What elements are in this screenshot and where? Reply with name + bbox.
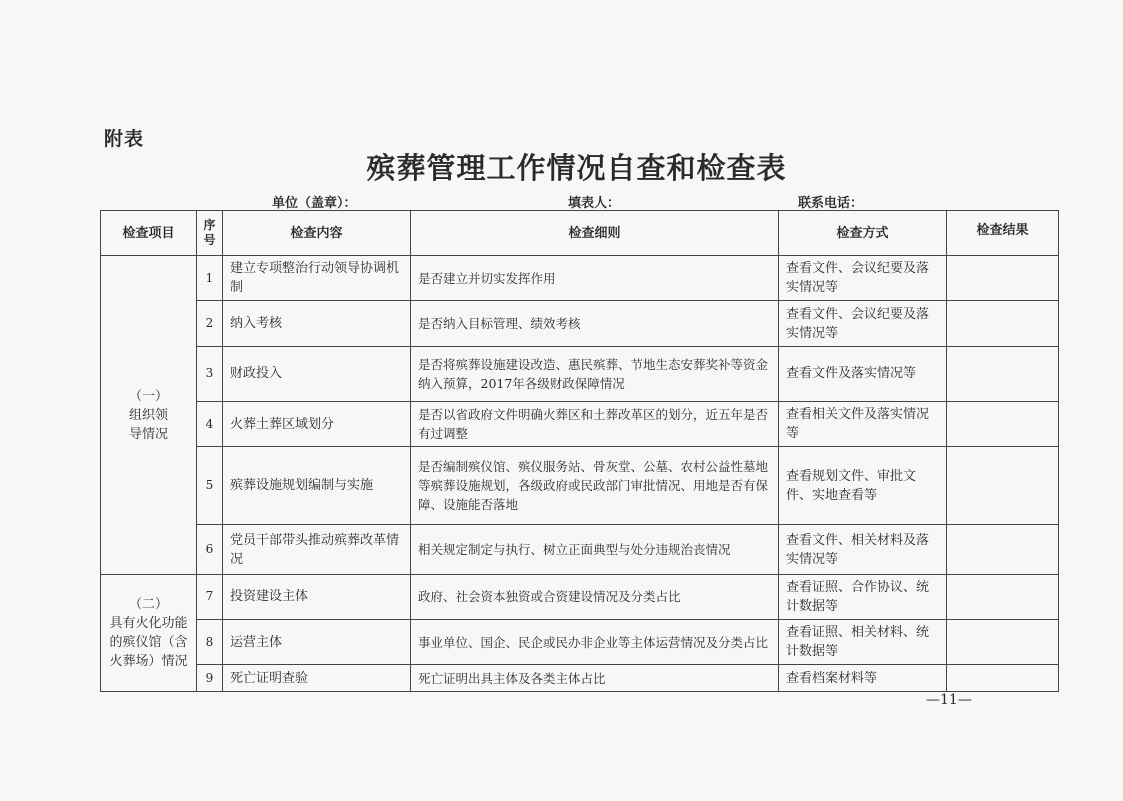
- seq-cell: 6: [197, 525, 223, 574]
- result-cell[interactable]: [947, 402, 1059, 447]
- detail-cell: 是否以省政府文件明确火葬区和土葬改革区的划分，近五年是否有过调整: [411, 402, 779, 447]
- content-cell: 财政投入: [223, 346, 411, 402]
- result-cell[interactable]: [947, 256, 1059, 301]
- detail-cell: 事业单位、国企、民企或民办非企业等主体运营情况及分类占比: [411, 620, 779, 665]
- seq-cell: 8: [197, 620, 223, 665]
- table-row: [101, 620, 1059, 665]
- content-cell: 建立专项整治行动领导协调机制: [223, 256, 411, 301]
- category-label-line1: （一）: [128, 388, 168, 404]
- table-row: [101, 574, 1059, 619]
- category-cell-1: [101, 256, 197, 575]
- method-cell: 查看相关文件及落实情况等: [779, 402, 947, 447]
- header-content: 检查内容: [223, 211, 411, 256]
- table-row: [101, 525, 1059, 574]
- detail-cell: 是否将殡葬设施建设改造、惠民殡葬、节地生态安葬奖补等资金纳入预算，2017年各级财政保障情况: [411, 346, 779, 402]
- detail-cell: 是否建立并切实发挥作用: [411, 256, 779, 301]
- seq-cell: 5: [197, 447, 223, 525]
- unit-label: 单位（盖章）：: [272, 196, 357, 211]
- table-row: [101, 665, 1059, 692]
- header-result: 检查结果: [947, 211, 1059, 256]
- method-cell: 查看证照、合作协议、统计数据等: [779, 574, 947, 619]
- form-title: 殡葬管理工作情况自查和检查表: [366, 151, 787, 185]
- method-cell: 查看规划文件、审批文件、实地查看等: [779, 447, 947, 525]
- table-row: [101, 346, 1059, 402]
- result-cell[interactable]: [947, 574, 1059, 619]
- method-cell: 查看文件、会议纪要及落实情况等: [779, 256, 947, 301]
- result-cell[interactable]: [947, 301, 1059, 346]
- seq-cell: 2: [197, 301, 223, 346]
- table-row: [101, 402, 1059, 447]
- method-cell: 查看档案材料等: [779, 665, 947, 692]
- category-label-rest: 具有火化功能的殡仪馆（含火葬场）情况: [109, 615, 188, 669]
- detail-cell: 死亡证明出具主体及各类主体占比: [411, 665, 779, 692]
- seq-cell: 9: [197, 665, 223, 692]
- appendix-label: 附表: [104, 128, 145, 150]
- detail-cell: 政府、社会资本独资或合资建设情况及分类占比: [411, 574, 779, 619]
- content-cell: 火葬土葬区域划分: [223, 402, 411, 447]
- table-header-row: [101, 211, 1059, 256]
- table-row: [101, 256, 1059, 301]
- method-cell: 查看文件、会议纪要及落实情况等: [779, 301, 947, 346]
- category-cell-2: [101, 574, 197, 691]
- header-detail: 检查细则: [411, 211, 779, 256]
- header-seq: 序号: [197, 211, 223, 256]
- category-label-rest: 组织领导情况: [128, 407, 168, 442]
- header-method: 检查方式: [779, 211, 947, 256]
- table-row: [101, 447, 1059, 525]
- content-cell: 运营主体: [223, 620, 411, 665]
- category-label-line1: （二）: [128, 596, 168, 612]
- table-row: [101, 301, 1059, 346]
- result-cell[interactable]: [947, 665, 1059, 692]
- method-cell: 查看文件、相关材料及落实情况等: [779, 525, 947, 574]
- inspection-table: [100, 210, 1059, 692]
- seq-cell: 3: [197, 346, 223, 402]
- seq-cell: 4: [197, 402, 223, 447]
- content-cell: 投资建设主体: [223, 574, 411, 619]
- detail-cell: 是否纳入目标管理、绩效考核: [411, 301, 779, 346]
- content-cell: 死亡证明查验: [223, 665, 411, 692]
- phone-label: 联系电话：: [798, 196, 864, 211]
- seq-cell: 1: [197, 256, 223, 301]
- content-cell: 殡葬设施规划编制与实施: [223, 447, 411, 525]
- page-number: —11—: [926, 692, 972, 708]
- result-cell[interactable]: [947, 447, 1059, 525]
- detail-cell: 相关规定制定与执行、树立正面典型与处分违规治丧情况: [411, 525, 779, 574]
- content-cell: 党员干部带头推动殡葬改革情况: [223, 525, 411, 574]
- method-cell: 查看文件及落实情况等: [779, 346, 947, 402]
- method-cell: 查看证照、相关材料、统计数据等: [779, 620, 947, 665]
- seq-cell: 7: [197, 574, 223, 619]
- content-cell: 纳入考核: [223, 301, 411, 346]
- detail-cell: 是否编制殡仪馆、殡仪服务站、骨灰堂、公墓、农村公益性墓地等殡葬设施规划，各级政府或民政部门审批情况、用地是否有保障、设施能否落地: [411, 447, 779, 525]
- result-cell[interactable]: [947, 346, 1059, 402]
- header-category: 检查项目: [101, 211, 197, 256]
- result-cell[interactable]: [947, 525, 1059, 574]
- filler-label: 填表人：: [568, 196, 621, 211]
- result-cell[interactable]: [947, 620, 1059, 665]
